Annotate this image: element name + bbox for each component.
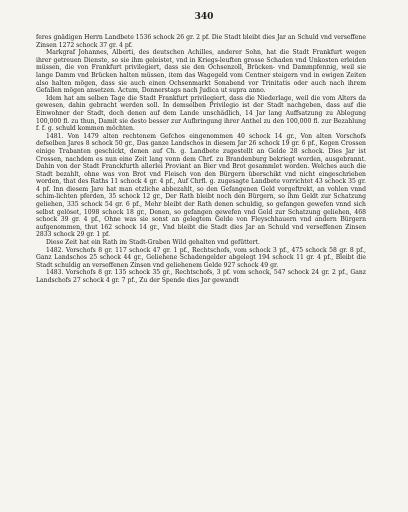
paragraph: 1482. Vorschofs 8 gr. 117 schock 47 gr. 1 pf., Rechtschofs, vom schock 3 pf., 475 schock 58 gr. 8 pf., Ganz Landschos 25 schock 44 gr., Geliehene Schadengelder abgelegt 194 schock 11 gr. 4 pf., Bleibt die Stadt schuldig an verseffenen Zinsen vnd geliehenem Gelde 927 schock 49 gr. [36,246,366,269]
paragraph: 1481. Von 1479 alten rechtenem Gefchos eingenommen 40 schock 14 gr., Von alten Vorschofs defselben Jares 8 schock 50 gr., Das ganze Landschos in diesem Jar 26 schock 19 gr. 6 pf., Kegen Crossen einige Trabanten geschickt, denen auf Ch. g. Landbete zugestellt an Gelde 28 schock. Dies Jar ist Crossen, nachdem es nun eine Zeit lang vonn dem Chrf. zu Brandenburg bekriegt worden, ausgebrannt. Dahin von der Stadt Franckfurth allerlei Proviant an Bier vnd Brot gesammlet worden. Welches auch die Stadt bezahlt, ohne was von Brot vnd Fleisch von den Bürgern überschikt vnd nicht eingeschrieben worden, that des Raths 11 schock 4 gr. 4 pf., Auf Chrfl. g. zugesagte Landbete vorrichtet 43 schock 35 gr. 4 pf. Inn diesem Jare hat man etzliche abbezahlt, so den Gefangenen Geld vorgeftrekt, an vohlen vnnd schim-lichten pferden, 35 schock 12 gr., Der Rath bleibt noch den Bürgern, so ihm Geldt zur Schatzung geliehen, 335 schock 54 gr. 6 pf., Mehr bleibt der Rath denen schuldig, so gefangen gewefen vnnd sich selbst gelöset, 1098 schock 18 gr., Denen, so gefangen gewefen vnd Geld zur Schatzung geliehen, 468 schock 39 gr. 4 pf., Ohne was sie sonst an gelegtem Gelde von Fleyschhauern vnd andern Bürgern aufgenommen, thut 162 schock 14 gr., Vnd bleibt die Stadt dies Jar an Schuld vnd verseffenen Zinsen 2833 schock 29 gr. 1 pf. [36,132,366,239]
paragraph: Idem hat am selben Tage die Stadt Frankfurt privilegiert, dass die Niederlage, weil die vom Alters da gewesen, dahin gebracht werden soll. In demselben Privilegio ist der Stadt nachgeben, dass auf die Einwohner der Stadt, doch denen auf dem Lande unschädlich, 14 Jar lang Auffsatzung zu Ablegung 100,000 fl. zu thun, Damit sie desto besser zur Aufbringung ihrer Anthel zu den 100,000 fl. zur Bezahlung f. f. g. schuld kommen möchten. [36,94,366,133]
paragraph: 1483. Vorschofs 8 gr. 135 schock 35 gr., Rechtschofs, 3 pf. vom schock, 547 schock 24 gr. 2 pf., Ganz Landschofs 27 schock 4 gr. 7 pf., Zu der Spende dies Jar gewandt [36,269,366,284]
paragraph: Markgraf Johannes, Alberti, des deutschen Achilles, anderer Sohn, hat die Stadt Frankfurt wegen ihrer getreuen Dienste, so sie ihm geleistet, vnd in Kriegs-leuften grosse Schaden vnd Unkosten erleiden müssen, die von Frankfurt privilegiert, dass sie den Ochsenzoll, Brücken- vnd Dammpfennig, weil sie lange Damm vnd Brücken halten müssen, item das Wagegeld vom Centner steigern vnd in ewigen Zeiten also halten mögen, dass sie auch einen Ochsenmarkt Sonabend vor Trinitatis oder auch nach ihrem Gefallen mögen ansetzen. Actum, Donnerstags nach Judica ut supra anno. [36,49,366,95]
paragraph: feres gnädigen Herrn Landbete 1536 schock 26 gr. 2 pf. Die Stadt bleibt dies Jar an Schuld vnd verseffene Zinsen 1272 schock 37 gr. 4 pf. [36,34,366,49]
paragraph: Diese Zeit hat ein Rath im Stadt-Graben Wild gehalten vnd gefüttert. [46,239,260,247]
body-text [36,34,366,285]
page-number: 340 [194,12,214,22]
